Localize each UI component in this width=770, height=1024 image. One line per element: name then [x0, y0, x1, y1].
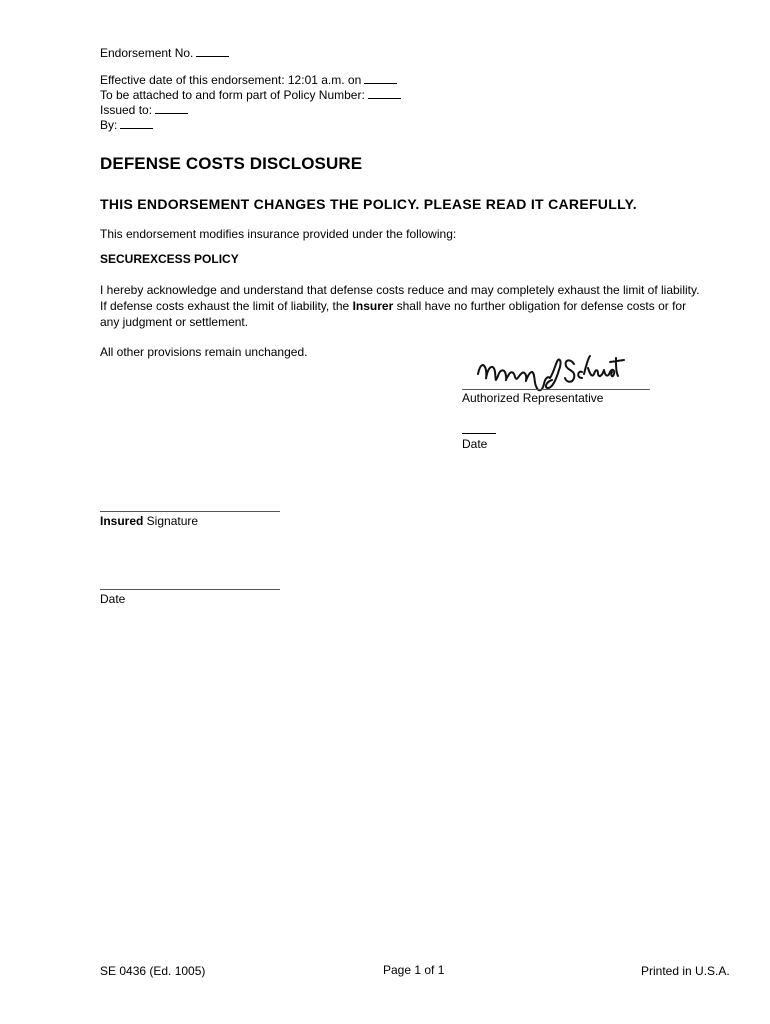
form-number: SE 0436 (Ed. 1005)	[100, 964, 206, 978]
effective-date-line	[100, 73, 397, 88]
policy-number-label: To be attached to and form part of Policy Number:	[100, 88, 365, 102]
insured-term: Insured	[100, 514, 144, 528]
modifies-text: This endorsement modifies insurance provided under the following:	[100, 227, 457, 241]
by-label: By:	[100, 118, 118, 132]
endorsement-notice: THIS ENDORSEMENT CHANGES THE POLICY. PLEASE READ IT CAREFULLY.	[100, 196, 637, 212]
issued-to-line	[100, 103, 188, 118]
ack-line-2-pre: If defense costs exhaust the limit of liability, the	[100, 299, 353, 313]
insured-date-label: Date	[100, 592, 126, 606]
endorsement-no-blank	[196, 46, 229, 57]
other-provisions-text: All other provisions remain unchanged.	[100, 345, 308, 359]
policy-number-blank	[368, 88, 401, 99]
effective-date-label: Effective date of this endorsement: 12:01 a.m. on	[100, 73, 362, 87]
page-number: Page 1 of 1	[383, 963, 445, 977]
endorsement-no-line	[100, 46, 229, 61]
effective-date-blank	[364, 73, 397, 84]
insured-date-line	[100, 589, 280, 590]
rep-date-line	[462, 433, 496, 434]
policy-name: SECUREXCESS POLICY	[100, 252, 239, 266]
printed-in-usa: Printed in U.S.A.	[641, 964, 730, 978]
policy-number-line	[100, 88, 401, 103]
authorized-rep-label: Authorized Representative	[462, 391, 604, 405]
ack-line-3: any judgment or settlement.	[100, 315, 249, 329]
ack-line-1: I hereby acknowledge and understand that defense costs reduce and may completely exhaust the limit of liability.	[100, 283, 700, 297]
insurer-term: Insurer	[352, 299, 394, 313]
ack-line-2-post: shall have no further obligation for defense costs or for	[393, 299, 687, 313]
issued-to-blank	[155, 103, 188, 114]
signature-word: Signature	[143, 514, 199, 528]
endorsement-no-label: Endorsement No.	[100, 46, 194, 60]
by-blank	[120, 118, 153, 129]
insured-signature-line	[100, 511, 280, 512]
ack-line-2	[100, 298, 686, 314]
insured-signature-label	[100, 513, 198, 529]
document-title: DEFENSE COSTS DISCLOSURE	[100, 154, 363, 173]
rep-date-label: Date	[462, 437, 488, 451]
issued-to-label: Issued to:	[100, 103, 153, 117]
by-line	[100, 118, 153, 133]
